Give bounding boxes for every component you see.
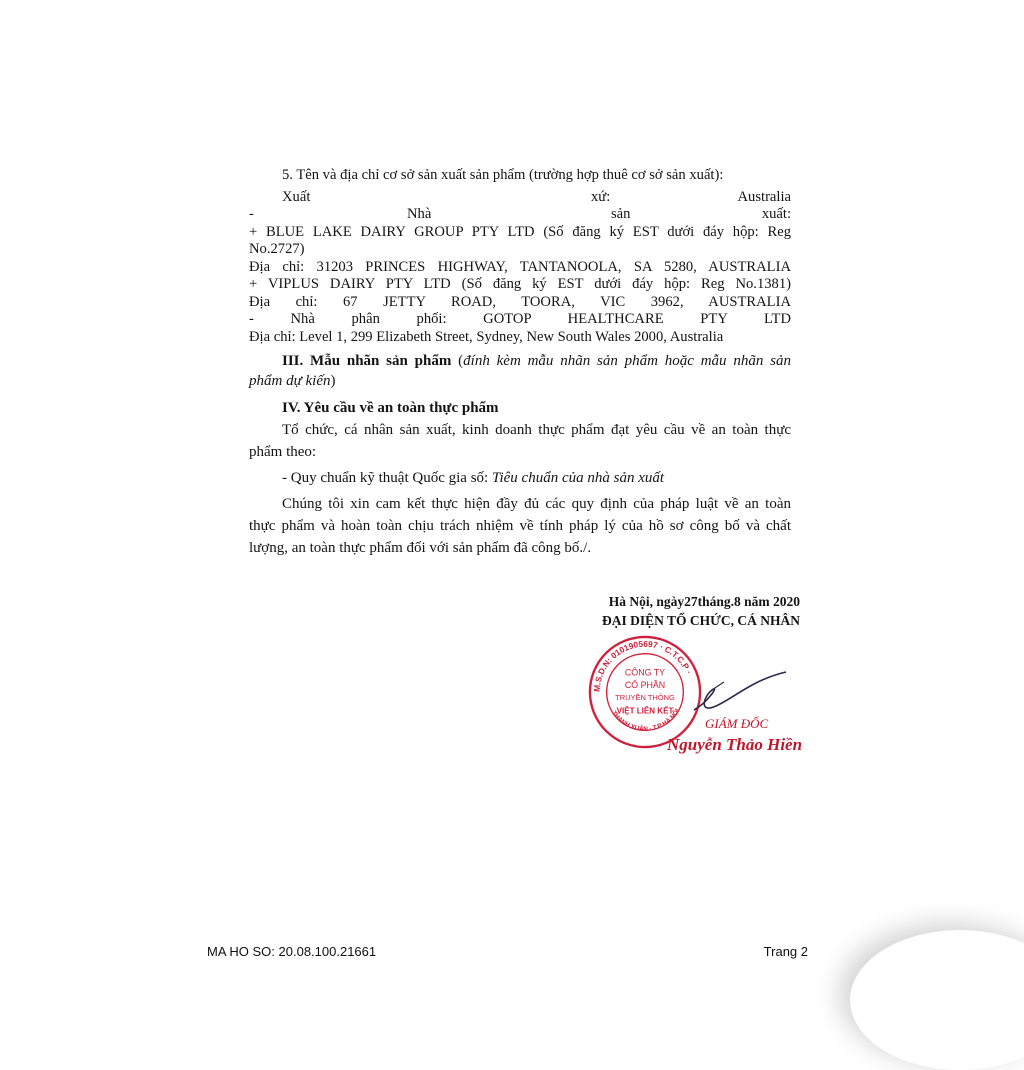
commitment-line-2: thực phẩm và hoàn toàn chịu trách nhiệm về tính pháp lý của hồ sơ công bố và chất	[249, 518, 791, 534]
page-curl-shadow	[850, 930, 1024, 1070]
origin-value: Australia	[737, 188, 791, 205]
stamp-line-4: VIỆT LIÊN KẾT	[616, 706, 674, 716]
file-code: MA HO SO: 20.08.100.21661	[207, 944, 377, 959]
stamp-bottom-text: THANH XUÂN · T.P HÀ NỘI	[610, 707, 682, 733]
page-number: Trang 2	[763, 944, 808, 959]
section-3-note-2: phẩm dự kiến	[249, 373, 331, 389]
representative-title: ĐẠI DIỆN TỔ CHỨC, CÁ NHÂN	[601, 613, 800, 628]
manufacturer-2-address: Địa chỉ: 67 JETTY ROAD, TOORA, VIC 3962, AUSTRALIA	[249, 293, 791, 310]
place-date: Hà Nội, ngày27tháng.8 năm 2020	[608, 594, 800, 609]
section-5-heading: 5. Tên và địa chỉ cơ sở sản xuất sản phẩm (trường hợp thuê cơ sở sản xuất):	[282, 167, 724, 183]
manufacturer-word-1: Nhà	[407, 206, 432, 222]
manufacturer-dash: -	[249, 206, 254, 222]
manufacturer-2-line: + VIPLUS DAIRY PTY LTD (Số đăng ký EST dưới đáy hộp: Reg No.1381)	[249, 276, 791, 292]
section-5	[249, 167, 791, 346]
section-3	[249, 351, 791, 391]
distributor-line: - Nhà phân phối: GOTOP HEALTHCARE PTY LTD	[249, 311, 791, 327]
company-stamp	[586, 633, 704, 751]
section-4	[249, 397, 791, 559]
section-4-heading: IV. Yêu cầu về an toàn thực phẩm	[282, 400, 499, 416]
manufacturer-1-address: Địa chỉ: 31203 PRINCES HIGHWAY, TANTANOOLA, SA 5280, AUSTRALIA	[249, 258, 791, 275]
section-3-heading-line-1: III. Mẫu nhãn sản phẩm (đính kèm mẫu nhãn sản phẩm hoặc mẫu nhãn sản	[282, 353, 791, 369]
origin-label-2: xứ:	[591, 188, 611, 205]
distributor-address: Địa chỉ: Level 1, 299 Elizabeth Street, Sydney, New South Wales 2000, Australia	[249, 328, 724, 345]
commitment-line-1: Chúng tôi xin cam kết thực hiện đầy đủ các quy định của pháp luật về an toàn	[282, 496, 791, 512]
section-3-heading-line-2: phẩm dự kiến)	[249, 373, 336, 389]
origin-row	[249, 189, 791, 207]
section-4-para-line-2: phẩm theo:	[249, 444, 317, 460]
stamp-line-1: CÔNG TY	[624, 667, 666, 678]
standard-prefix: - Quy chuẩn kỹ thuật Quốc gia số:	[282, 470, 492, 486]
origin-label: Xuất	[282, 188, 311, 205]
manufacturer-word-3: xuất:	[761, 206, 791, 222]
stamp-line-3: TRUYỀN THÔNG	[615, 692, 675, 702]
section-3-heading: III. Mẫu nhãn sản phẩm	[282, 353, 452, 369]
signer-name: Nguyễn Thảo Hiền	[667, 735, 803, 754]
manufacturer-1-line: + BLUE LAKE DAIRY GROUP PTY LTD (Số đăng ký EST dưới đáy hộp: Reg	[249, 223, 791, 240]
manufacturer-1-reg: No.2727)	[249, 241, 305, 257]
standard-value: Tiêu chuẩn của nhà sản xuất	[491, 470, 665, 486]
section-3-note-1: đính kèm mẫu nhãn sản phẩm hoặc mẫu nhãn sản	[463, 353, 791, 369]
standard-line	[249, 467, 791, 489]
stamp-line-2: CỔ PHẦN	[624, 680, 666, 691]
manufacturer-row	[249, 206, 791, 224]
stamp-outer-text: M.S.D.N: 0101905697 · C.T.C.P ·	[591, 638, 695, 693]
manufacturer-word-2: sản	[611, 206, 631, 222]
commitment-line-3: lượng, an toàn thực phẩm đối với sản phẩm đã công bố./.	[249, 540, 592, 556]
section-4-para-line-1: Tổ chức, cá nhân sản xuất, kinh doanh thực phẩm đạt yêu cầu về an toàn thực	[282, 422, 791, 438]
signer-role: GIÁM ĐỐC	[705, 716, 769, 731]
